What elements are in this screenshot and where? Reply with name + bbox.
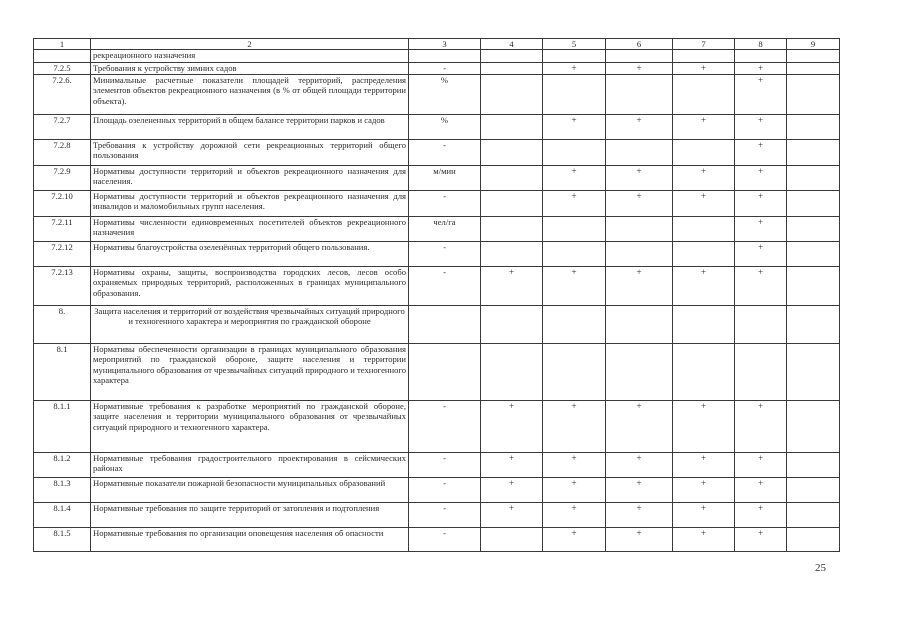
row-mark-col-9 [787, 166, 840, 191]
table-row [34, 50, 840, 63]
row-unit [409, 344, 481, 401]
row-mark-col-8: + [735, 115, 787, 140]
row-mark-col-8: + [735, 191, 787, 217]
row-mark-col-5: + [543, 503, 606, 528]
row-mark-col-7 [673, 75, 735, 115]
row-description: рекреационного назначения [91, 50, 409, 63]
row-unit: % [409, 115, 481, 140]
row-mark-col-7: + [673, 267, 735, 306]
row-mark-col-5: + [543, 401, 606, 453]
table-row [34, 528, 840, 552]
row-mark-col-8: + [735, 528, 787, 552]
column-header-7: 7 [673, 39, 735, 50]
row-description: Нормативы охраны, защиты, воспроизводства городских лесов, лесов особо охраняемых природных территорий, расположенных в границах муниципального образования. [91, 267, 409, 306]
row-mark-col-6: + [606, 401, 673, 453]
row-number: 8.1 [34, 344, 91, 401]
row-number: 8.1.5 [34, 528, 91, 552]
row-number [34, 50, 91, 63]
row-description: Нормативные требования к разработке мероприятий по гражданской обороне, защите населения и территории муниципального образования от чрезвычайных ситуаций природного и техногенного характера. [91, 401, 409, 453]
row-mark-col-4 [481, 306, 543, 344]
row-mark-col-5: + [543, 191, 606, 217]
row-mark-col-9 [787, 528, 840, 552]
table-row [34, 242, 840, 267]
row-mark-col-5: + [543, 166, 606, 191]
row-mark-col-8: + [735, 401, 787, 453]
row-description: Нормативы обеспеченности организации в границах муниципального образования мероприятий по гражданской обороне, защите населения и территории муниципального образования от чрезвычайных ситуаций природного и техногенного характера [91, 344, 409, 401]
table-row [34, 75, 840, 115]
row-mark-col-4 [481, 191, 543, 217]
table-body [34, 39, 840, 552]
row-number: 7.2.5 [34, 63, 91, 75]
table-row [34, 166, 840, 191]
row-mark-col-7: + [673, 503, 735, 528]
row-number: 8.1.4 [34, 503, 91, 528]
row-mark-col-6: + [606, 191, 673, 217]
row-mark-col-5 [543, 344, 606, 401]
table-row [34, 191, 840, 217]
row-mark-col-6 [606, 50, 673, 63]
row-mark-col-5 [543, 140, 606, 166]
row-unit: - [409, 401, 481, 453]
row-mark-col-9 [787, 63, 840, 75]
row-description: Нормативные требования градостроительного проектирования в сейсмических районах [91, 453, 409, 478]
row-unit: - [409, 453, 481, 478]
row-description: Нормативные показатели пожарной безопасности муниципальных образований [91, 478, 409, 503]
row-mark-col-9 [787, 217, 840, 242]
row-unit [409, 306, 481, 344]
row-mark-col-9 [787, 267, 840, 306]
row-mark-col-6: + [606, 166, 673, 191]
row-mark-col-9 [787, 115, 840, 140]
row-mark-col-8: + [735, 478, 787, 503]
row-mark-col-7 [673, 50, 735, 63]
row-mark-col-5: + [543, 453, 606, 478]
row-unit: - [409, 63, 481, 75]
column-header-2: 2 [91, 39, 409, 50]
column-header-4: 4 [481, 39, 543, 50]
row-unit: % [409, 75, 481, 115]
row-mark-col-7: + [673, 453, 735, 478]
row-mark-col-8 [735, 344, 787, 401]
row-mark-col-8: + [735, 63, 787, 75]
row-mark-col-7 [673, 217, 735, 242]
row-mark-col-9 [787, 140, 840, 166]
row-mark-col-7 [673, 140, 735, 166]
normatives-table [33, 38, 840, 552]
row-mark-col-5 [543, 306, 606, 344]
column-header-6: 6 [606, 39, 673, 50]
row-mark-col-6 [606, 140, 673, 166]
row-mark-col-7: + [673, 528, 735, 552]
row-number: 7.2.10 [34, 191, 91, 217]
row-mark-col-4 [481, 344, 543, 401]
row-number: 8.1.3 [34, 478, 91, 503]
row-description: Требования к устройству зимних садов [91, 63, 409, 75]
row-mark-col-6: + [606, 267, 673, 306]
row-mark-col-5: + [543, 267, 606, 306]
row-unit: - [409, 528, 481, 552]
row-mark-col-4 [481, 140, 543, 166]
row-mark-col-8 [735, 306, 787, 344]
row-mark-col-9 [787, 503, 840, 528]
row-mark-col-7: + [673, 115, 735, 140]
table-header-row [34, 39, 840, 50]
row-number: 7.2.7 [34, 115, 91, 140]
row-mark-col-7: + [673, 191, 735, 217]
row-unit: - [409, 191, 481, 217]
table-row [34, 503, 840, 528]
row-unit [409, 50, 481, 63]
row-mark-col-4 [481, 75, 543, 115]
row-mark-col-4: + [481, 267, 543, 306]
row-mark-col-8: + [735, 453, 787, 478]
row-description: Площадь озелененных территорий в общем балансе территории парков и садов [91, 115, 409, 140]
row-mark-col-6: + [606, 63, 673, 75]
row-mark-col-6: + [606, 478, 673, 503]
row-mark-col-8: + [735, 217, 787, 242]
row-mark-col-6 [606, 306, 673, 344]
row-mark-col-4: + [481, 401, 543, 453]
row-mark-col-9 [787, 242, 840, 267]
row-mark-col-7 [673, 344, 735, 401]
row-mark-col-5: + [543, 63, 606, 75]
row-mark-col-4 [481, 528, 543, 552]
row-mark-col-9 [787, 344, 840, 401]
row-mark-col-4 [481, 166, 543, 191]
row-mark-col-6 [606, 344, 673, 401]
row-description: Нормативы численности единовременных посетителей объектов рекреационного назначения [91, 217, 409, 242]
row-number: 8.1.2 [34, 453, 91, 478]
row-mark-col-4: + [481, 503, 543, 528]
row-mark-col-8: + [735, 267, 787, 306]
row-mark-col-6: + [606, 115, 673, 140]
table-row [34, 306, 840, 344]
table-row [34, 63, 840, 75]
row-mark-col-6 [606, 217, 673, 242]
row-mark-col-6: + [606, 528, 673, 552]
row-mark-col-9 [787, 75, 840, 115]
row-mark-col-6 [606, 242, 673, 267]
row-mark-col-5 [543, 217, 606, 242]
row-mark-col-7 [673, 242, 735, 267]
table-row [34, 478, 840, 503]
row-number: 7.2.13 [34, 267, 91, 306]
row-mark-col-7: + [673, 401, 735, 453]
row-description: Нормативы доступности территорий и объектов рекреационного назначения для населения. [91, 166, 409, 191]
row-mark-col-5: + [543, 478, 606, 503]
column-header-8: 8 [735, 39, 787, 50]
row-unit: чел/га [409, 217, 481, 242]
row-unit: м/мин [409, 166, 481, 191]
row-number: 7.2.11 [34, 217, 91, 242]
table-row [34, 115, 840, 140]
table-row [34, 267, 840, 306]
row-description: Минимальные расчетные показатели площадей территорий, распределения элементов объектов рекреационного назначения (в % от общей площади территории объекта). [91, 75, 409, 115]
row-mark-col-7: + [673, 166, 735, 191]
row-mark-col-9 [787, 478, 840, 503]
row-mark-col-7 [673, 306, 735, 344]
row-mark-col-4: + [481, 478, 543, 503]
column-header-3: 3 [409, 39, 481, 50]
row-mark-col-5: + [543, 528, 606, 552]
row-mark-col-9 [787, 401, 840, 453]
row-mark-col-5 [543, 242, 606, 267]
row-number: 7.2.9 [34, 166, 91, 191]
row-mark-col-6: + [606, 453, 673, 478]
row-mark-col-8: + [735, 75, 787, 115]
row-description: Защита населения и территорий от воздействия чрезвычайных ситуаций природного и техногенного характера и мероприятия по гражданской обороне [91, 306, 409, 344]
page-number: 25 [815, 562, 826, 574]
row-mark-col-8: + [735, 166, 787, 191]
row-description: Нормативы благоустройства озеленённых территорий общего пользования. [91, 242, 409, 267]
table-row [34, 344, 840, 401]
table-row [34, 401, 840, 453]
row-description: Нормативы доступности территорий и объектов рекреационного назначения для инвалидов и маломобильных групп населения. [91, 191, 409, 217]
row-mark-col-7: + [673, 63, 735, 75]
row-mark-col-5 [543, 75, 606, 115]
row-mark-col-8: + [735, 503, 787, 528]
row-mark-col-9 [787, 50, 840, 63]
row-unit: - [409, 242, 481, 267]
row-description: Нормативные требования по организации оповещения населения об опасности [91, 528, 409, 552]
row-unit: - [409, 267, 481, 306]
row-mark-col-4 [481, 217, 543, 242]
column-header-1: 1 [34, 39, 91, 50]
row-number: 7.2.8 [34, 140, 91, 166]
row-mark-col-8 [735, 50, 787, 63]
row-mark-col-8: + [735, 140, 787, 166]
column-header-5: 5 [543, 39, 606, 50]
row-number: 7.2.6. [34, 75, 91, 115]
column-header-9: 9 [787, 39, 840, 50]
row-mark-col-4: + [481, 453, 543, 478]
row-unit: - [409, 478, 481, 503]
row-mark-col-4 [481, 115, 543, 140]
row-description: Требования к устройству дорожной сети рекреационных территорий общего пользования [91, 140, 409, 166]
row-unit: - [409, 503, 481, 528]
row-description: Нормативные требования по защите территорий от затопления и подтопления [91, 503, 409, 528]
row-mark-col-9 [787, 191, 840, 217]
row-mark-col-4 [481, 242, 543, 267]
row-unit: - [409, 140, 481, 166]
table-row [34, 140, 840, 166]
row-mark-col-4 [481, 50, 543, 63]
row-mark-col-6: + [606, 503, 673, 528]
row-number: 8.1.1 [34, 401, 91, 453]
row-mark-col-9 [787, 453, 840, 478]
row-mark-col-7: + [673, 478, 735, 503]
row-mark-col-5: + [543, 115, 606, 140]
row-mark-col-4 [481, 63, 543, 75]
row-mark-col-6 [606, 75, 673, 115]
row-number: 7.2.12 [34, 242, 91, 267]
row-mark-col-8: + [735, 242, 787, 267]
row-mark-col-5 [543, 50, 606, 63]
row-mark-col-9 [787, 306, 840, 344]
row-number: 8. [34, 306, 91, 344]
table-row [34, 217, 840, 242]
table-row [34, 453, 840, 478]
